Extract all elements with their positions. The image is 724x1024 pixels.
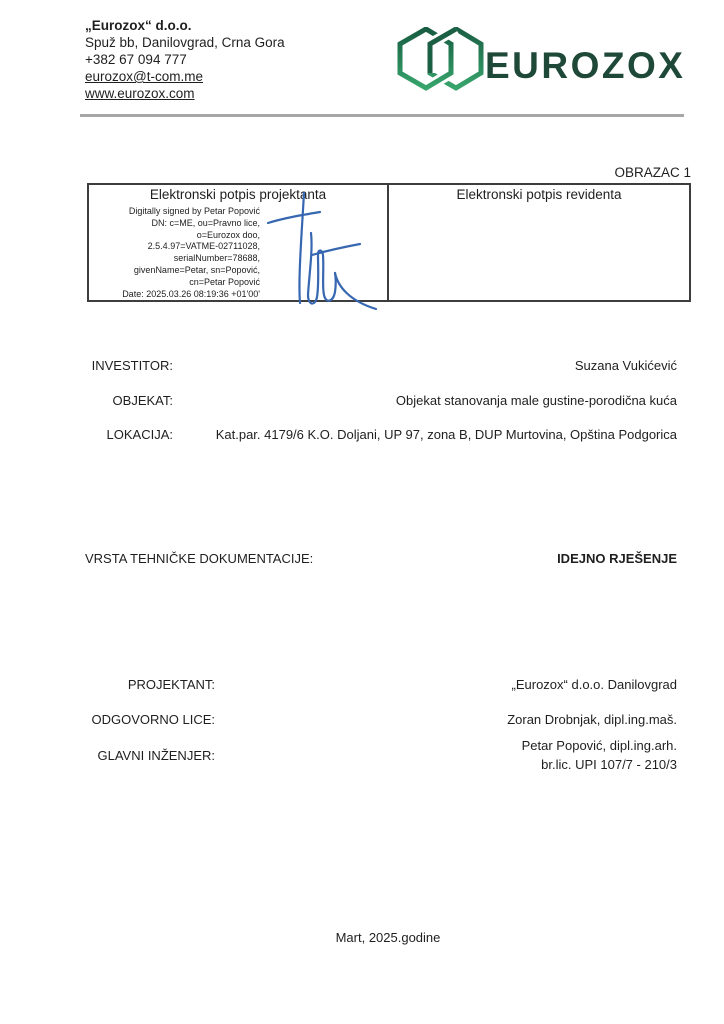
designer-signature-cell <box>89 185 389 300</box>
chief-engineer-label: GLAVNI INŽENJER: <box>97 747 215 763</box>
eurozox-logo <box>397 26 685 92</box>
company-email-link[interactable]: eurozox@t-com.me <box>85 69 203 84</box>
object-value: Objekat stanovanja male gustine-porodična kuća <box>395 393 677 408</box>
chief-engineer-name: Petar Popović, dipl.ing.arh. <box>521 738 677 753</box>
form-number-label: OBRAZAC 1 <box>614 165 691 180</box>
signature-table <box>87 183 691 302</box>
eurozox-wordmark: EUROZOX <box>485 45 686 86</box>
company-name: „Eurozox“ d.o.o. <box>85 18 192 33</box>
investor-value: Suzana Vukićević <box>574 358 677 373</box>
digital-certificate-text: Digitally signed by Petar Popović DN: c=ME, ou=Pravno lice, o=Eurozox doo, 2.5.4.97=VATME-02711028, serialNumber=78688, givenName=Petar, sn=Popović, cn=Petar Popović Date: 2025.03.26 08:19:36 +01'00' <box>122 206 260 299</box>
object-row <box>85 393 677 408</box>
doc-type-row <box>85 551 677 566</box>
responsible-person-label: ODGOVORNO LICE: <box>91 712 215 727</box>
footer-date: Mart, 2025.godine <box>335 930 441 945</box>
location-label: LOKACIJA: <box>106 427 173 442</box>
object-label: OBJEKAT: <box>112 393 173 408</box>
designer-label: PROJEKTANT: <box>127 677 215 692</box>
responsible-person-value: Zoran Drobnjak, dipl.ing.maš. <box>507 712 677 727</box>
chief-engineer-license: br.lic. UPI 107/7 - 210/3 <box>541 757 677 772</box>
investor-label: INVESTITOR: <box>91 358 173 373</box>
company-phone: +382 67 094 777 <box>85 52 187 67</box>
chief-engineer-row <box>85 736 677 774</box>
handwritten-signature-scribble <box>254 190 380 312</box>
location-row <box>85 427 677 442</box>
doc-type-label: VRSTA TEHNIČKE DOKUMENTACIJE: <box>85 551 314 566</box>
reviewer-signature-header: Elektronski potpis revidenta <box>456 187 622 202</box>
location-value: Kat.par. 4179/6 K.O. Doljani, UP 97, zona B, DUP Murtovina, Opština Podgorica <box>215 427 677 442</box>
designer-row <box>85 675 677 694</box>
designer-value: „Eurozox“ d.o.o. Danilovgrad <box>511 677 677 692</box>
investor-row <box>85 358 677 373</box>
responsible-person-row <box>85 710 677 729</box>
chief-engineer-value <box>215 736 677 774</box>
doc-type-value: IDEJNO RJEŠENJE <box>557 551 677 566</box>
eurozox-hexagons-icon <box>397 27 485 91</box>
reviewer-signature-cell <box>389 185 689 300</box>
company-address: Spuž bb, Danilovgrad, Crna Gora <box>85 35 285 50</box>
company-info-block <box>85 17 285 102</box>
header-divider-rule <box>80 114 684 117</box>
designer-signature-header: Elektronski potpis projektanta <box>149 187 327 202</box>
company-website-link[interactable]: www.eurozox.com <box>85 86 195 101</box>
